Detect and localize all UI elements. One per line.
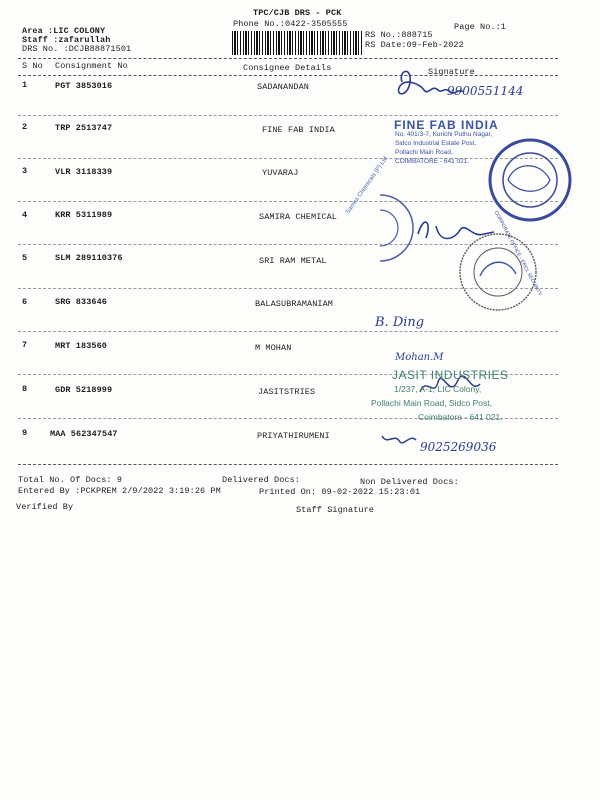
non-delivered-docs: Non Delivered Docs: [360, 477, 459, 487]
document-title: TPC/CJB DRS - PCK [253, 8, 342, 18]
row-sno: 1 [22, 80, 28, 90]
samira-stamp-inner [380, 210, 398, 246]
row-consignee: M MOHAN [255, 343, 292, 353]
row-consignment: MRT 183560 [55, 341, 108, 351]
finefab-stamp-line: COIMBATORE - 641 021. [395, 158, 470, 165]
row-consignment: SLM 289110376 [55, 253, 123, 263]
row1-handwritten-phone: 9900551144 [447, 84, 524, 98]
row-consignment: GDR 5218999 [55, 385, 113, 395]
finefab-stamp-line: No. 401/3-7, Kurichi Puthu Nagar, [395, 131, 493, 138]
column-signature: Signature [428, 67, 475, 77]
row-consignee: SAMIRA CHEMICAL [259, 212, 338, 222]
row-sno: 5 [22, 253, 28, 263]
column-sno: S No [22, 61, 43, 71]
row-sno: 6 [22, 297, 28, 307]
row-sno: 4 [22, 210, 28, 220]
rs-number: RS No.:888715 [365, 30, 433, 40]
header-divider [18, 58, 558, 59]
total-docs: Total No. Of Docs: 9 [18, 475, 123, 485]
page-number: Page No.:1 [454, 22, 507, 32]
verified-by: Verified By [16, 502, 74, 512]
row-consignee: FINE FAB INDIA [262, 125, 335, 135]
column-consignee: Consignee Details [243, 63, 332, 73]
staff-signature: Staff Signature [296, 505, 375, 515]
row-consignment: TRP 2513747 [55, 123, 113, 133]
row9-handwritten-phone: 9025269036 [420, 440, 497, 454]
row-consignee: PRIYATHIRUMENI [257, 431, 330, 441]
row-consignee: BALASUBRAMANIAM [255, 299, 334, 309]
printed-on: Printed On: 09-02-2022 15:23:01 [259, 487, 421, 497]
row6-handwritten: B. Ding [375, 315, 425, 330]
row-consignment: PGT 3853016 [55, 81, 113, 91]
corporate-stamp-text: CORPORATE OFFICE - ERCL SECURITY [492, 210, 543, 297]
phone-number: Phone No.:0422-3505555 [233, 19, 348, 29]
signature-row4 [418, 222, 494, 238]
corporate-stamp-outer [490, 140, 570, 220]
area-label: Area :LIC COLONY [22, 26, 106, 36]
row-sno: 9 [22, 428, 28, 438]
finefab-stamp-line: Pollachi Main Road, [395, 149, 453, 156]
row-consignee: SRI RAM METAL [259, 256, 327, 266]
row-sno: 8 [22, 384, 28, 394]
entered-by: Entered By :PCKPREM 2/9/2022 3:19:26 PM [18, 486, 221, 496]
row-consignment: MAA 562347547 [50, 429, 118, 439]
staff-label: Staff :zafarullah [22, 35, 111, 45]
jasit-stamp-line: 1/237, A-1, LIC Colony, [394, 384, 482, 394]
row-consignment: KRR 5311989 [55, 210, 113, 220]
corporate-stamp-inner [503, 153, 557, 207]
drs-number: DRS No. :DCJB88871501 [22, 44, 132, 54]
row-consignment: SRG 833646 [55, 297, 108, 307]
delivered-docs: Delivered Docs: [222, 475, 301, 485]
row-sno: 7 [22, 340, 28, 350]
corporate-stamp-mark [508, 166, 550, 192]
finefab-stamp-title: FINE FAB INDIA [394, 118, 499, 132]
rs-date: RS Date:09-Feb-2022 [365, 40, 464, 50]
row-consignee: YUVARAJ [262, 168, 299, 178]
samira-stamp-outer [380, 195, 413, 261]
barcode [232, 31, 362, 55]
jasit-stamp-line: Coimbatore - 641 021. [418, 412, 503, 422]
row-sno: 3 [22, 166, 28, 176]
row-sno: 2 [22, 122, 28, 132]
row-consignee: JASITSTRIES [258, 387, 316, 397]
column-consignment: Consignment No [55, 61, 128, 71]
signature-row9 [380, 433, 416, 446]
jasit-stamp-line: Pollachi Main Road, Sidco Post, [371, 398, 492, 408]
samira-stamp-text: Samira Chemicals (P) Ltd [345, 156, 390, 216]
signature-row5 [480, 262, 516, 276]
row-consignment: VLR 3118339 [55, 167, 113, 177]
finefab-stamp-line: Sidco Industrial Estate Post, [395, 140, 477, 147]
row7-handwritten-name: Mohan.M [395, 352, 444, 363]
row-consignee: SADANANDAN [257, 82, 310, 92]
jasit-stamp-title: JASIT INDUSTRIES [392, 368, 509, 382]
table-end-divider [18, 464, 558, 465]
